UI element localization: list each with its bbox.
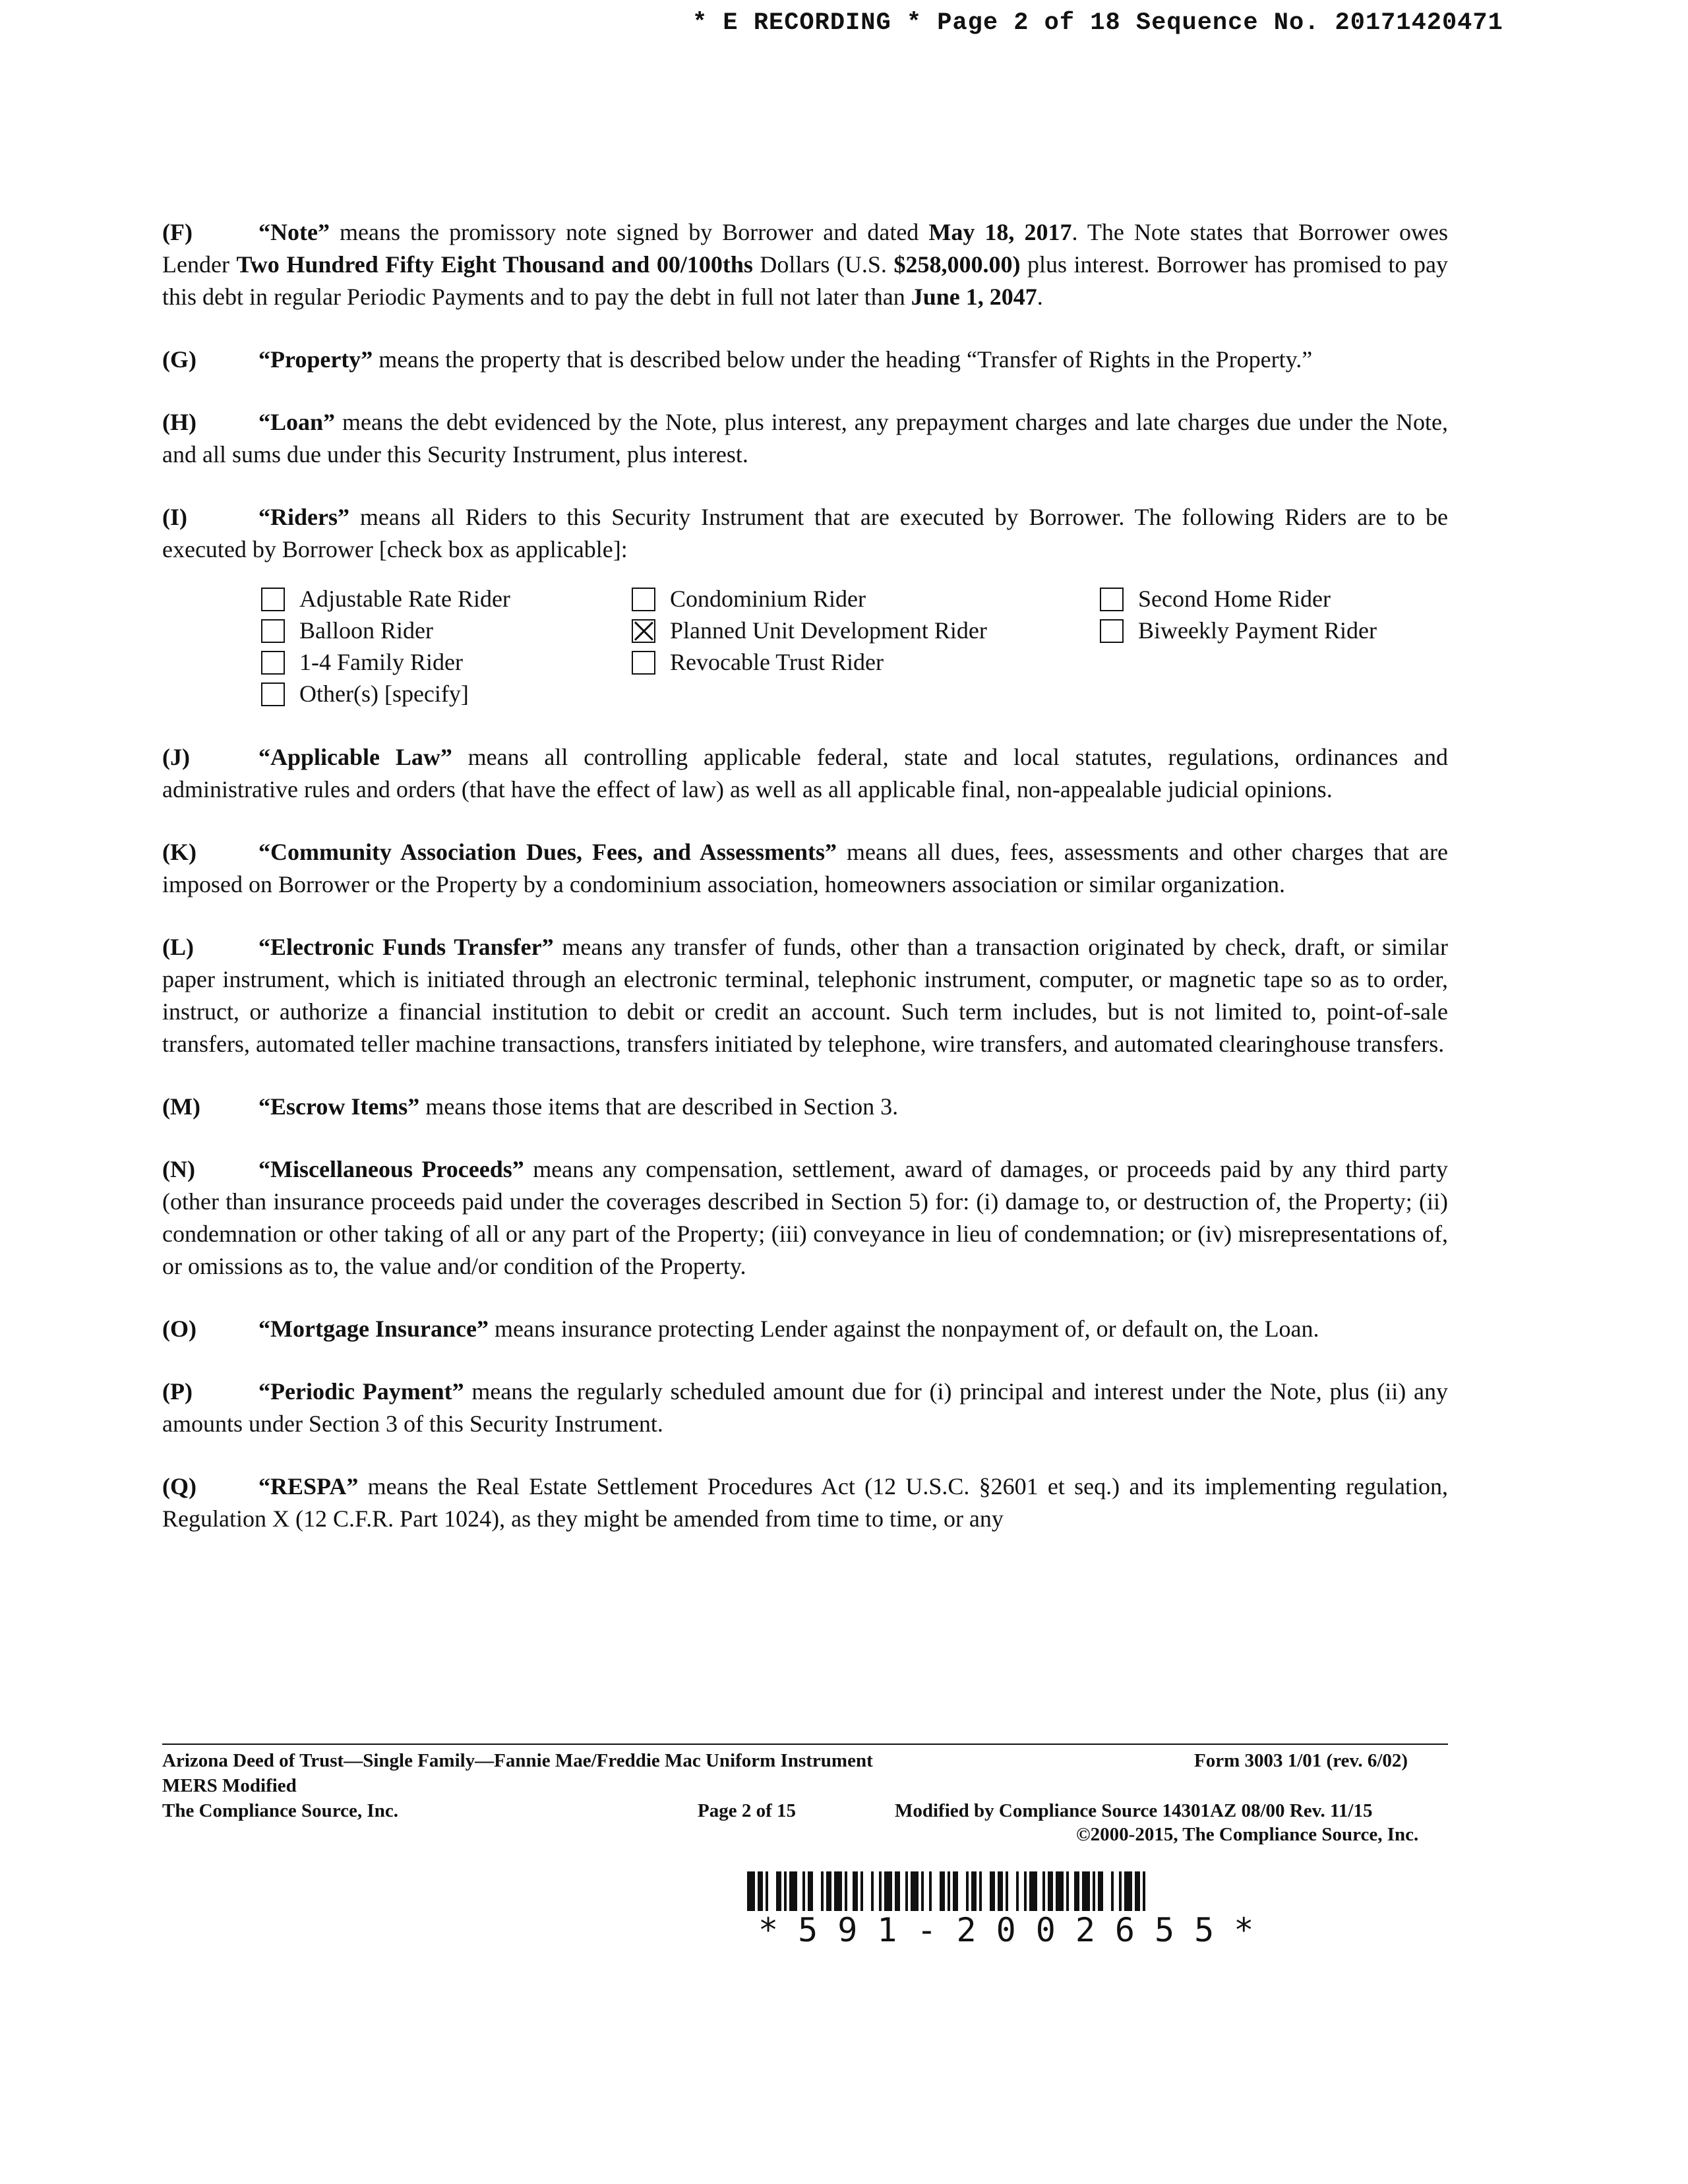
rider-label: Biweekly Payment Rider <box>1138 617 1377 644</box>
barcode-bar <box>1042 1871 1045 1911</box>
barcode-bar <box>971 1871 977 1911</box>
definition-text: means any transfer of funds, other than a transaction originated by check, draft, or similar paper instrument, which is initiated through an electronic terminal, telephonic instrument, computer, or magnetic tape so as to order, instruct, or authorize a financial institution to debit or credit an account. Such term includes, but is not limited to, point-of-sale transfers, automated teller machine transactions, transfers initiated by telephone, wire transfers, and automated clearinghouse transfers. <box>162 934 1449 1057</box>
definition-text: means insurance protecting Lender against the nonpayment of, or default on, the Loan. <box>488 1316 1319 1342</box>
recording-header: * E RECORDING * Page 2 of 18 Sequence No. 20171420471 <box>692 9 1503 37</box>
barcode-bar <box>990 1871 995 1911</box>
definition-text: means the regularly scheduled amount due for (i) principal and interest under the Note, plus (ii) any amounts under Section 3 of this Security Instrument. <box>162 1378 1448 1437</box>
barcode-bar <box>784 1871 787 1911</box>
checkbox-unchecked[interactable] <box>1100 588 1124 611</box>
barcode-bar <box>802 1871 805 1911</box>
checkbox-unchecked[interactable] <box>1100 619 1124 643</box>
barcode-bar <box>1135 1871 1140 1911</box>
barcode-bar <box>1074 1871 1079 1911</box>
definition-term: “Community Association Dues, Fees, and Assessments” <box>258 839 837 865</box>
definition-paragraph <box>162 501 1448 566</box>
rider-label: Balloon Rider <box>299 617 433 644</box>
barcode-bar <box>789 1871 797 1911</box>
definition-text: means those items that are described in Section 3. <box>419 1093 899 1120</box>
barcode-bar <box>834 1871 842 1911</box>
definition-text: means all controlling applicable federal, state and local statutes, regulations, ordinances and administrative rules and orders (that have the effect of law) as well as all applicable final, non-appealable judicial opinions. <box>162 744 1448 803</box>
definition-text: . The Note states that Borrower owes Lender <box>162 219 1448 278</box>
barcode-bar <box>776 1871 781 1911</box>
barcode-bar <box>979 1871 982 1911</box>
definition-letter: (I) <box>162 504 187 530</box>
definition-text: means the promissory note signed by Borrower and dated <box>329 219 929 245</box>
definition-term: “Loan” <box>258 409 336 435</box>
definition-paragraph <box>162 741 1448 806</box>
definition-letter: (F) <box>162 219 193 245</box>
barcode-bar <box>895 1871 900 1911</box>
barcode-bar <box>948 1871 950 1911</box>
definition-text: Two Hundred Fifty Eight Thousand and 00/100ths <box>236 251 753 278</box>
definition-paragraph <box>162 1091 1448 1123</box>
definition-term: “Electronic Funds Transfer” <box>258 934 554 960</box>
footer-copyright: ©2000-2015, The Compliance Source, Inc. <box>1076 1824 1419 1845</box>
definition-text: means all dues, fees, assessments and other charges that are imposed on Borrower or the Property by a condominium association, homeowners association or similar organization. <box>162 839 1448 897</box>
barcode-bar <box>1056 1871 1064 1911</box>
rider-option[interactable] <box>261 678 469 710</box>
definition-letter: (H) <box>162 409 196 435</box>
barcode-bar <box>1119 1871 1122 1911</box>
definition-text: $258,000.00) <box>893 251 1021 278</box>
definition-paragraph <box>162 344 1448 376</box>
definitions-group-1 <box>162 216 1448 566</box>
rider-label: Revocable Trust Rider <box>670 649 884 675</box>
footer-mers: MERS Modified <box>162 1775 297 1796</box>
barcode-bar <box>1093 1871 1095 1911</box>
definition-paragraph <box>162 1471 1448 1535</box>
definition-text: plus interest. Borrower has promised to pay this debt in regular Periodic Payments and to pay the debt in full not later than <box>162 251 1449 310</box>
definition-term: “Riders” <box>258 504 349 530</box>
rider-label: Condominium Rider <box>670 586 866 612</box>
definition-letter: (O) <box>162 1316 196 1342</box>
barcode-bar <box>826 1871 831 1911</box>
definition-letter: (G) <box>162 346 196 373</box>
definition-term: “Note” <box>258 219 330 245</box>
definition-text: means any compensation, settlement, award of damages, or proceeds paid by any third party (other than insurance proceeds paid under the coverages described in Section 5) for: (i) damage to, or destruction of, the Property; (ii) condemnation or other taking of all or any part of the Property; (iii) conveyance in lieu of condemnation; or (iv) misrepresentations of, or omissions as to, the value and/or condition of the Property. <box>162 1156 1448 1279</box>
definition-letter: (N) <box>162 1156 195 1182</box>
rider-option[interactable] <box>632 583 866 615</box>
checkbox-unchecked[interactable] <box>261 588 285 611</box>
barcode-bar <box>808 1871 813 1911</box>
rider-label: Adjustable Rate Rider <box>299 586 510 612</box>
rider-label: Other(s) [specify] <box>299 681 469 707</box>
footer-divider <box>162 1744 1448 1745</box>
definition-text: . <box>1037 284 1043 310</box>
definition-text: means the debt evidenced by the Note, plus interest, any prepayment charges and late charges due under the Note, and all sums due under this Security Instrument, plus interest. <box>162 409 1448 468</box>
barcode-caption: *591-2002655* <box>758 1911 1274 1949</box>
barcode-bar <box>1082 1871 1090 1911</box>
rider-option[interactable] <box>632 646 884 678</box>
rider-option[interactable] <box>261 646 463 678</box>
barcode-bar <box>966 1871 969 1911</box>
definition-letter: (M) <box>162 1093 200 1120</box>
checkbox-checked[interactable] <box>632 619 655 643</box>
definition-text: Dollars (U.S. <box>752 251 894 278</box>
barcode-bar <box>853 1871 858 1911</box>
checkbox-unchecked[interactable] <box>261 651 285 675</box>
barcode-bar <box>953 1871 958 1911</box>
checkbox-unchecked[interactable] <box>261 619 285 643</box>
barcode-bar <box>905 1871 908 1911</box>
barcode-bar <box>921 1871 924 1911</box>
definition-term: “Property” <box>258 346 373 373</box>
checkbox-unchecked[interactable] <box>261 682 285 706</box>
rider-option[interactable] <box>632 615 987 646</box>
rider-option[interactable] <box>261 615 433 646</box>
footer-modified: Modified by Compliance Source 14301AZ 08/00 Rev. 11/15 <box>895 1800 1373 1821</box>
barcode-bar <box>1048 1871 1053 1911</box>
definition-term: “Miscellaneous Proceeds” <box>258 1156 524 1182</box>
rider-label: 1-4 Family Rider <box>299 649 463 675</box>
definition-term: “Escrow Items” <box>258 1093 420 1120</box>
barcode-bar <box>911 1871 919 1911</box>
definition-term: “Mortgage Insurance” <box>258 1316 489 1342</box>
barcode-image <box>747 1871 1446 1911</box>
definition-term: “Applicable Law” <box>258 744 452 770</box>
definition-letter: (K) <box>162 839 196 865</box>
barcode-bar <box>1111 1871 1114 1911</box>
definition-letter: (P) <box>162 1378 193 1405</box>
definition-paragraph <box>162 1376 1448 1440</box>
barcode-bar <box>1066 1871 1069 1911</box>
definition-text: means the Real Estate Settlement Procedures Act (12 U.S.C. §2601 et seq.) and its implementing regulation, Regulation X (12 C.F.R. Part 1024), as they might be amended from time to time, or any <box>162 1473 1448 1532</box>
definition-text: May 18, 2017 <box>928 219 1072 245</box>
barcode-bar <box>929 1871 932 1911</box>
definition-paragraph <box>162 836 1448 901</box>
barcode-bar <box>1143 1871 1145 1911</box>
riders-checklist <box>162 583 1448 712</box>
definition-letter: (J) <box>162 744 190 770</box>
rider-label: Planned Unit Development Rider <box>670 617 987 644</box>
barcode-bar <box>1098 1871 1103 1911</box>
barcode-bar <box>747 1871 755 1911</box>
barcode-bar <box>1006 1871 1008 1911</box>
definition-paragraph <box>162 1153 1448 1283</box>
rider-option[interactable] <box>261 583 510 615</box>
footer-company: The Compliance Source, Inc. <box>162 1800 398 1821</box>
definition-text: means all Riders to this Security Instrument that are executed by Borrower. The following Riders are to be executed by Borrower [check box as applicable]: <box>162 504 1448 562</box>
definition-paragraph <box>162 406 1448 471</box>
definition-text: June 1, 2047 <box>911 284 1037 310</box>
barcode-bar <box>766 1871 768 1911</box>
rider-option[interactable] <box>1100 583 1331 615</box>
barcode-bar <box>860 1871 863 1911</box>
checkbox-unchecked[interactable] <box>632 588 655 611</box>
barcode-bar <box>1029 1871 1037 1911</box>
footer-form-number: Form 3003 1/01 (rev. 6/02) <box>1194 1750 1408 1771</box>
barcode-bar <box>998 1871 1003 1911</box>
definitions-group-2 <box>162 741 1448 1535</box>
definition-letter: (Q) <box>162 1473 196 1500</box>
rider-label: Second Home Rider <box>1138 586 1331 612</box>
barcode-bar <box>1024 1871 1027 1911</box>
footer-form-title: Arizona Deed of Trust—Single Family—Fannie Mae/Freddie Mac Uniform Instrument <box>162 1750 873 1771</box>
barcode-bar <box>821 1871 824 1911</box>
definition-term: “RESPA” <box>258 1473 359 1500</box>
barcode-bar <box>845 1871 847 1911</box>
definition-text: means the property that is described below under the heading “Transfer of Rights in the Property.” <box>373 346 1313 373</box>
definition-paragraph <box>162 1313 1448 1345</box>
checkbox-unchecked[interactable] <box>632 651 655 675</box>
barcode-bar <box>1124 1871 1132 1911</box>
definition-paragraph <box>162 216 1448 313</box>
footer-page-number: Page 2 of 15 <box>698 1800 796 1821</box>
barcode-bar <box>1016 1871 1019 1911</box>
barcode-bar <box>879 1871 882 1911</box>
definition-letter: (L) <box>162 934 194 960</box>
barcode-bar <box>758 1871 763 1911</box>
barcode-bar <box>884 1871 892 1911</box>
definitions-body <box>162 216 1448 1565</box>
rider-option[interactable] <box>1100 615 1377 646</box>
barcode-bar <box>940 1871 945 1911</box>
definition-term: “Periodic Payment” <box>258 1378 464 1405</box>
definition-paragraph <box>162 931 1448 1060</box>
barcode-bar <box>871 1871 874 1911</box>
